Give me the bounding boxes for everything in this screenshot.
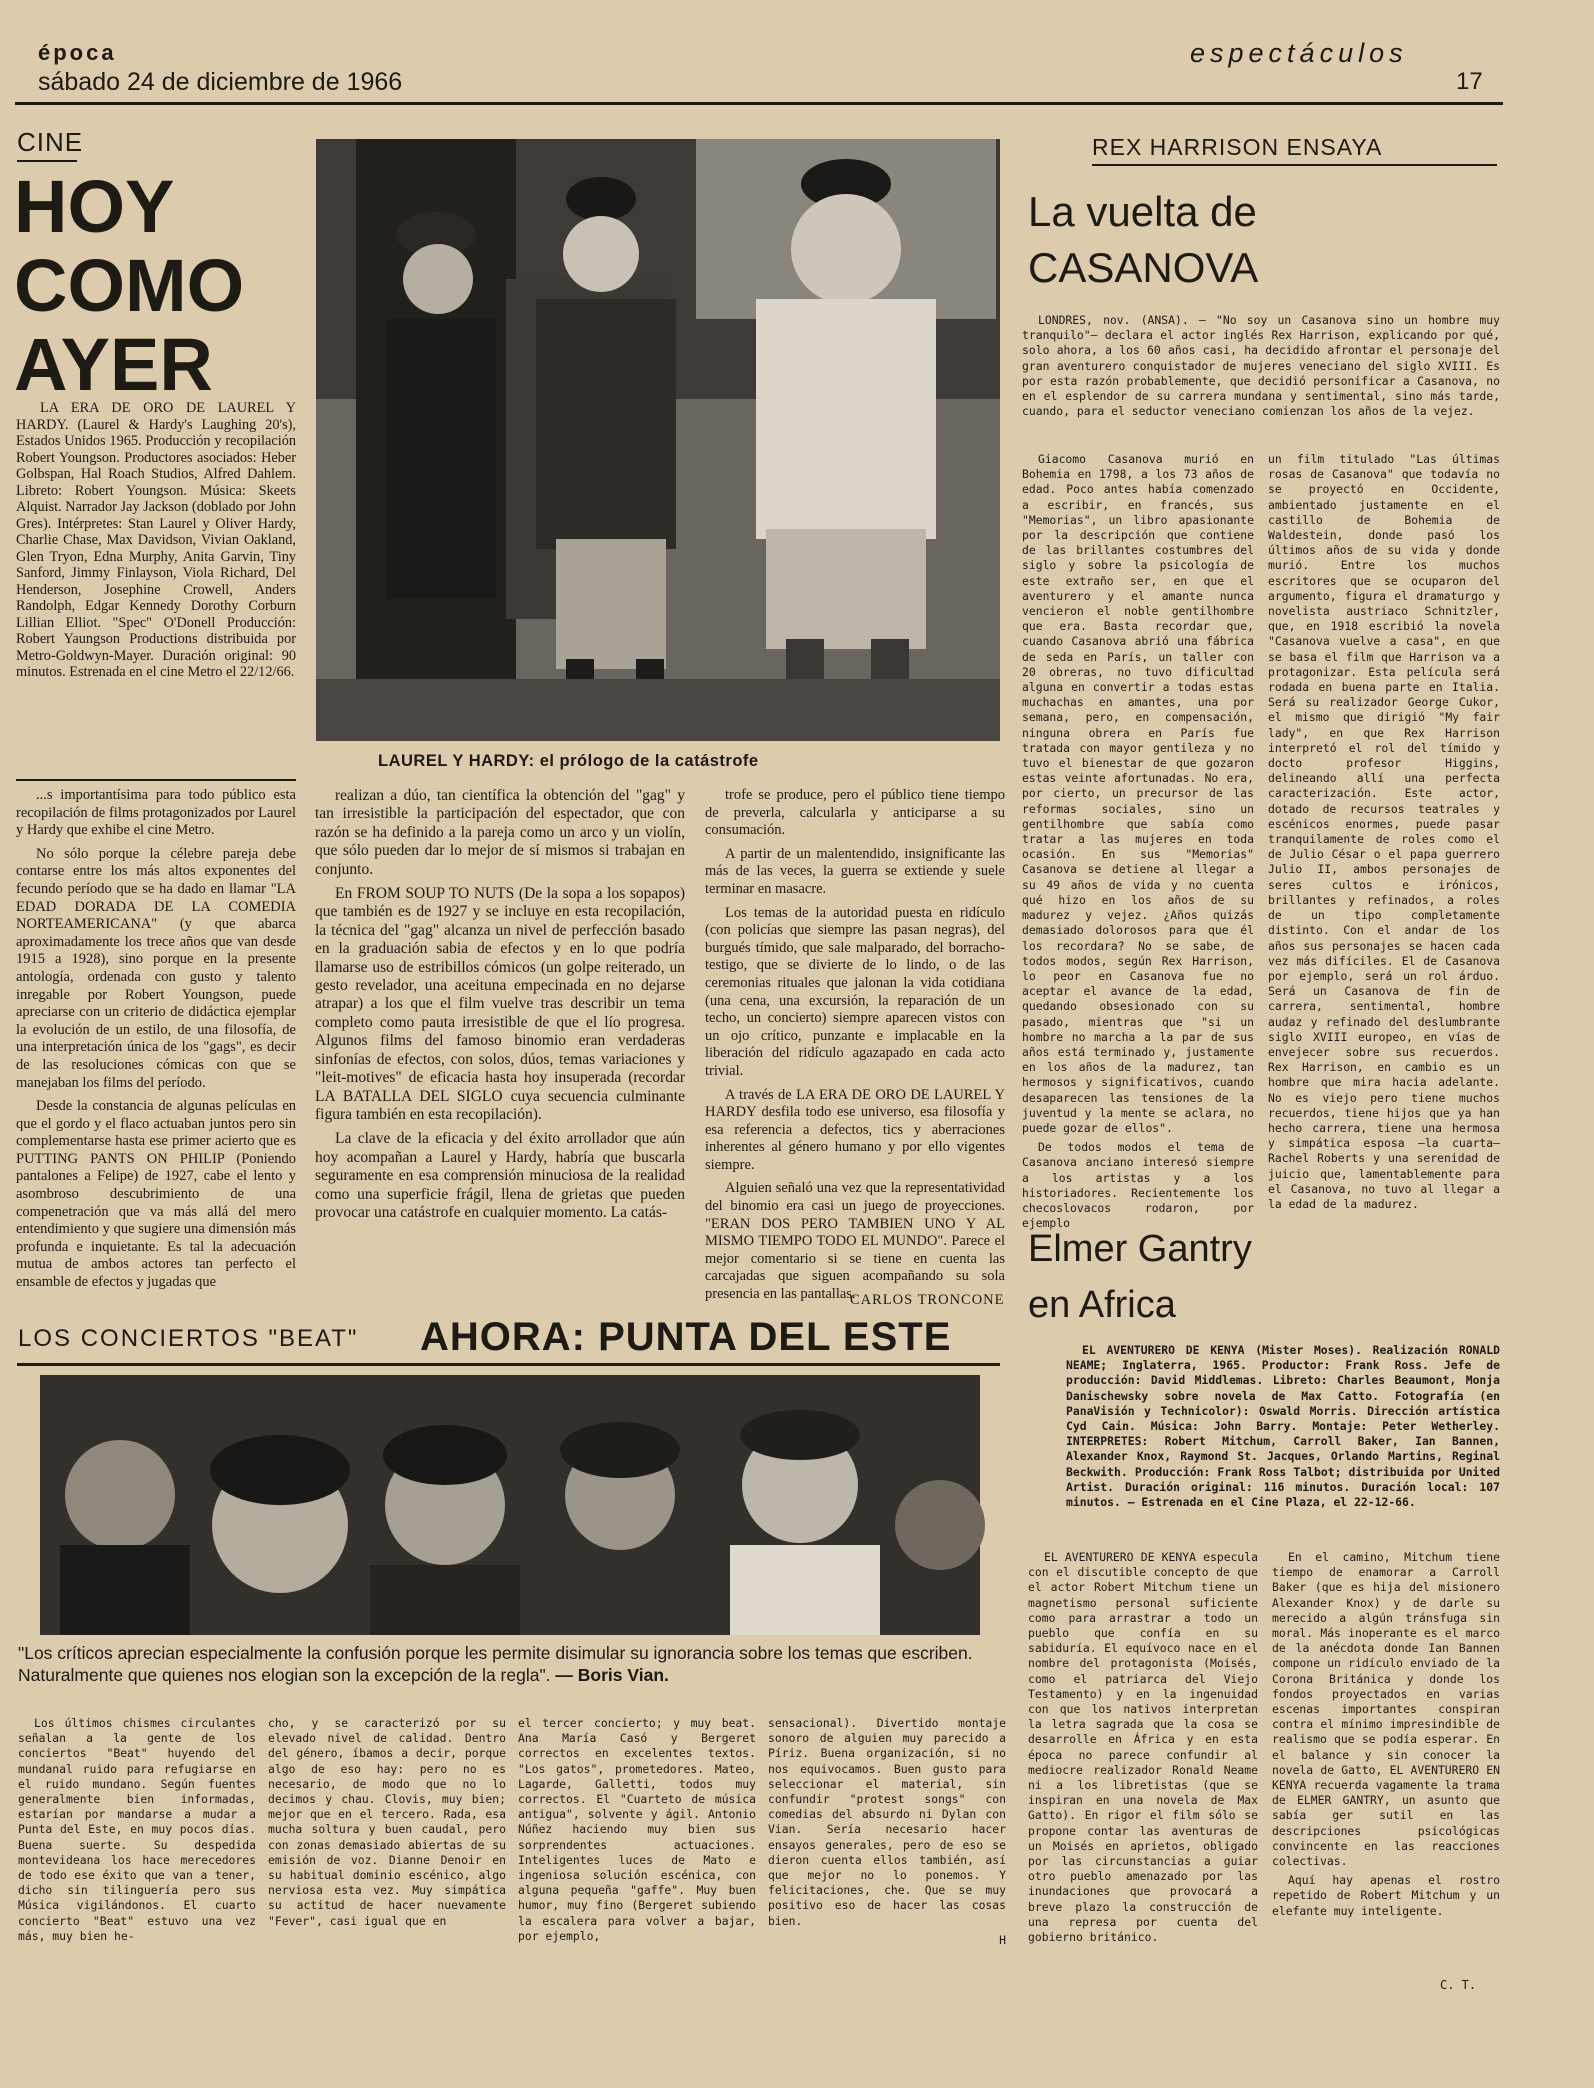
gantry-col1-text: EL AVENTURERO DE KENYA especula con el discutible concepto de que el actor Robert Mitchum tiene un magnetismo personal suficiente como para arrastrar a todo un pueblo que confía en su sabiduría. El equívoco nace en el nombre del protagonista (Moisés, como el patriarca del Viejo Testamento) y en la ingenuidad con que los nativos interpretan la letra sagrada que la cosa se desarrolle en África y en esta época no parece confundir al mediocre realizador Ronald Neame ni a los libretistas (que se inspiran en una novela de Max Gatto). En rigor el film sólo se propone contar las aventuras de un Moisés en aprietos, obligado por las circunstancias a guiar otro pueblo amenazado por las inundaciones que provocará a breve plazo la construcción de una represa por cuenta del gobierno británico. bbox=[1028, 1550, 1258, 1945]
boris-vian-quote bbox=[18, 1642, 1000, 1712]
headline-como: COMO bbox=[14, 244, 245, 327]
gantry-headline-line2: en Africa bbox=[1028, 1284, 1176, 1326]
conciertos-col4-text: sensacional). Divertido montaje sonoro de alguien muy parecido a Píriz. Buena organización, si no nos equivocamos. Buen gusto para seleccionar el material, sin confundir "protest songs" con comedias del absurdo ni Dylan con Vian. Sería necesario hacer ensayos generales, pero de eso se dieron cuenta ellos también, así que mejor no lo ponemos. Y felicitaciones, che. Que se muy positivo eso de hacer las cosas bien. bbox=[768, 1716, 1006, 1928]
section-kicker-cine: CINE bbox=[17, 127, 84, 157]
cine-col3-p5: Alguien señaló una vez que la representatividad del binomio era casi un juego de proyecciones. "ERAN DOS PERO TAMBIEN UNO Y AL MISMO TIEMPO TODO EL MUNDO". Parece el mejor comentario si se tiene en cuenta las carcajadas que siguen acompañando su sola presencia en las pantallas. bbox=[705, 1180, 1005, 1303]
gantry-credits bbox=[1066, 1343, 1500, 1550]
cine-col2-p2: En FROM SOUP TO NUTS (De la sopa a los sopapos) que también es de 1927 y se incluye en esta recopilación, la técnica del "gag" alcanza un nivel de perfección basado en la graduación sabia de efectos y en lo que podría llamarse uso de estribillos cómicos (un golpe reiterado, un gesto revelador, una aceituna empecinada en no dejarse atrapar) a los que el film vuelve tras describir un tema completo como pauta irresistible de que el lío progresa. Algunos films del famoso binomio eran verdaderas sinfonías de efectos, con solos, dúos, temas variaciones y "leit-motives" de eficacia hasta hoy insuperada (recordar LA BATALLA DEL SIGLO cuya secuencia culminante figura también en esta recopilación). bbox=[315, 885, 685, 1123]
cine-col1-p1: ...s importantísima para todo público esta recopilación de films protagonizados por Laurel y Hardy que exhibe el cine Metro. bbox=[16, 787, 296, 839]
casanova-col2-p1: un film titulado "Las últimas rosas de Casanova" que todavía no se proyectó en Occidente, ambientado justamente en el castillo de Bohemia de Waldestein, donde pasó los últimos años de su vida y donde murió. Entre los muchos escritores que se ocuparon del argumento, figura el dramaturgo y novelista austriaco Schnitzler, que, en 1918 escribió la novela "Casanova vuelve a casa", en que se basa el film que Harrison va a protagonizar. Esta película será rodada en buena parte en Italia. Será su realizador George Cukor, el mismo que dirigió "My fair lady", en que Rex Harrison interpretó el rol del tímido y docto profesor Higgins, delineando allí una perfecta caracterización. Este actor, dotado de recursos teatrales y escénicos enormes, puede pasar tranquilamente de roles como el de Julio César o el papa guerrero Julio II, ambos personajes de seres cultos e irónicos, brillantes y refinados, a roles de un tipo completamente distinto. Con el andar de los años sus personajes se hacen cada vez más difíciles. El de Casanova por ejemplo, será un rol árduo. Será un Casanova de fin de carrera, sentimental, hombre audaz y refinado del deslumbrante siglo XVIII europeo, en vías de envejecer sobre sus recuerdos. Rex Harrison, en cambio es un hombre que mira hacia adelante. No es viejo pero tiene muchos recuerdos, tiene hijos que ya han hecho carrera, tiene una hermosa y simpática esposa —la cuarta— Rachel Roberts y una serenidad de juicio que, lamentablemente para el Casanova, no tuvo al llegar a la edad de la madurez. bbox=[1268, 452, 1500, 1211]
cine-col2-p1: realizan a dúo, tan científica la obtención del "gag" y tan irresistible la participación del espectador, que con razón se ha definido a la pareja como un arco y un violín, que sólo pueden dar lo mejor de sí mismos si trabajan en conjunto. bbox=[315, 787, 685, 878]
casanova-col1-p2: De todos modos el tema de Casanova anciano interesó siempre a los artistas y a los historiadores. Recientemente los checoslovacos rodaron, por ejemplo bbox=[1022, 1140, 1254, 1231]
gantry-col2-end: Aquí hay apenas el rostro repetido de Robert Mitchum y un elefante muy inteligente. bbox=[1272, 1873, 1500, 1918]
conciertos-column-2 bbox=[268, 1716, 506, 1936]
casanova-column-2 bbox=[1268, 452, 1500, 1211]
beat-performers-photo bbox=[40, 1375, 980, 1635]
conciertos-kicker: LOS CONCIERTOS "BEAT" bbox=[18, 1325, 359, 1352]
conciertos-col1-text: Los últimos chismes circulantes señalan a la gente de los conciertos "Beat" huyendo del mundanal ruido para refugiarse en el ruido mundano. Según fuentes generalmente bien informadas, estarían por mandarse a mudar a Punta del Este, en muy pocos días. Buena suerte. Su despedida montevideana los hace merecedores de todo ese éxito que van a tener, dicho sin tilinguería pero sus Música vigilándonos. El cuarto concierto "Beat" estuvo una vez más, muy bien he- bbox=[18, 1716, 256, 1943]
conciertos-col3-text: el tercer concierto; y muy beat. Ana María Casó y Bergeret correctos en excelentes textos. "Los gatos", prometedores. Mateo, Lagarde, Galletti, todos muy correctos. El "Cuarteto de música antigua", solvente y ágil. Antonio Núñez haciendo muy bien sus sorprendentes actuaciones. Inteligentes luces de Mato e ingeniosa solución escénica, con alguna pequeña "gaffe". Muy buen humor, muy fino (Bergeret subiendo la escalera para volver a bajar, por ejemplo, bbox=[518, 1716, 756, 1943]
headline-hoy: HOY bbox=[14, 165, 175, 248]
gantry-col2-text: En el camino, Mitchum tiene tiempo de enamorar a Carroll Baker (que es hija del misionero Alexander Knox) y de darle su merecido a algún tránsfuga sin moral. Más inoperante es el marco de la anécdota donde Ian Bannen compone un ridículo enviado de la Corona Británica y donde los fondos proyectados en varias escenas importantes conspiran contra el mínimo impresindible de realismo que se podía esperar. En el balance y sin conocer la novela de Gatto, EL AVENTURERO EN KENYA recuerda vagamente la trama de ELMER GANTRY, un asunto que sabía ger sutil en las descripciones psicológicas convincente en las reacciones colectivas. bbox=[1272, 1550, 1500, 1869]
section-name: espectáculos bbox=[1190, 38, 1408, 68]
gantry-column-1 bbox=[1028, 1550, 1258, 2040]
headline-ayer: AYER bbox=[14, 323, 213, 406]
issue-date: sábado 24 de diciembre de 1966 bbox=[38, 68, 403, 96]
cine-col2-p3: La clave de la eficacia y del éxito arrollador que aún hoy acompañan a Laurel y Hardy, habría que buscarla seguramente en esa comprensión minuciosa de la realidad como una superficie frágil, llena de grietas que pueden provocar una catástrofe en cualquier momento. La catás- bbox=[315, 1130, 685, 1221]
casanova-kicker-rule bbox=[1092, 164, 1497, 166]
photo-caption: LAUREL Y HARDY: el prólogo de la catástrofe bbox=[378, 752, 759, 770]
conciertos-column-1 bbox=[18, 1716, 256, 1943]
beat-performers-illustration bbox=[40, 1375, 980, 1635]
laurel-hardy-photo bbox=[316, 139, 1000, 741]
laurel-hardy-illustration bbox=[316, 139, 1000, 741]
gantry-credits-text: EL AVENTURERO DE KENYA (Mister Moses). Realización RONALD NEAME; Inglaterra, 1965. Productor: Frank Ross. Jefe de producción: David Middlemas. Libreto: Charles Beaumont, Monja Danischewsky sobre novela de Max Catto. Fotografía (en PanaVisión y Technicolor): Oswald Morris. Dirección artística Cyd Cain. Música: John Barry. Montaje: Peter Wetherley. INTERPRETES: Robert Mitchum, Carroll Baker, Ian Bannen, Alexander Knox, Raymond St. Jacques, Orlando Martins, Reginal Beckwith. Producción: Frank Ross Talbot; distribuida por United Artist. Duración original: 116 minutos. Duración local: 107 minutos. — Estrenada en el Cine Plaza, el 22-12-66. bbox=[1066, 1343, 1500, 1510]
casanova-headline-line2: CASANOVA bbox=[1028, 244, 1259, 291]
quote-author: — Boris Vian. bbox=[555, 1665, 669, 1685]
cine-column-1 bbox=[16, 787, 296, 1313]
casanova-lead-text: LONDRES, nov. (ANSA). — "No soy un Casanova sino un hombre muy tranquilo"— declara el actor inglés Rex Harrison, explicando por qué, solo ahora, a los 60 años casi, ha decidido afrontar el personaje del gran aventurero conquistador de mujeres veneciano del siglo XVIII. Es por esta razón probablemente, que decidió personificar a Casanova, no en el esplendor de su carrera mundana y sentimental, sino más tarde, cuando, para el seductor veneciano comienzan los años de la vejez. bbox=[1022, 313, 1500, 419]
cine-col1-p2: No sólo porque la célebre pareja debe contarse entre los más altos exponentes del fecundo período que se ha dado en llamar "LA EDAD DORADA DE LA COMEDIA NORTEAMERICANA" (y que abarca aproximadamente los trece años que van desde 1915 a 1928), sino porque en la presente antología, ordenada con gusto y talento inregable por Robert Youngson, puede apreciarse con un criterio de didáctica ejemplar la evolución de un estilo, de una filosofía, de una interpretación única de los "gags", es decir de las resoluciones cómicas con que se manejaban los films del período. bbox=[16, 845, 296, 1091]
cine-credits-text: LA ERA DE ORO DE LAUREL Y HARDY. (Laurel & Hardy's Laughing 20's), Estados Unidos 1965. Producción y recopilación Robert Youngson. Productores asociados: Heber Golbspan, Hal Roach Studios, Alfred Dahlem. Libreto: Robert Youngson. Música: Skeets Alquist. Narrador Jay Jackson (doblado por John Gres). Intérpretes: Stan Laurel y Oliver Hardy, Charlie Chase, Max Davidson, Vivian Oakland, Glen Tryon, Edna Murphy, Anita Garvin, Tiny Sanford, Jimmy Finlayson, Viola Richard, Del Henderson, Josephine Crowell, Anders Randolph, Edgar Kennedy Dorothy Corburn Lillian Elliot. "Spec" O'Donell Producción: Robert Yaungson Productions distribuida por Metro-Goldwyn-Mayer. Duración original: 90 minutos. Estrenada en el cine Metro el 22/12/66. bbox=[16, 400, 296, 680]
quote-text: "Los críticos aprecian especialmente la confusión porque les permite disimular su ignorancia sobre los temas que escriben. Naturalmente que quienes nos elogian son la excepción de la regla". bbox=[18, 1643, 973, 1685]
masthead-rule bbox=[15, 102, 1503, 105]
cine-col1-p3: Desde la constancia de algunas películas en que el gordo y el flaco actuaban juntos pero sin complementarse hasta ese primer acierto que es PUTTING PANTS ON PHILIP (Poniendo pantalones a Felipe) de 1927, cabe el lento y asombroso descubrimiento de una compenetración que va más allá del mero entendimiento y que sugiere una dimensión más profunda e inquietante. Es tal la adecuación mutua de ambos actores tan perfecto el ensamble de efectos y jugadas que bbox=[16, 1098, 296, 1291]
casanova-column-1 bbox=[1022, 452, 1254, 1231]
casanova-lead bbox=[1022, 313, 1500, 441]
cine-col3-p3: Los temas de la autoridad puesta en ridículo (con policías que siempre las pasan negras), del burgués tímido, que sale malparado, del borracho-testigo, que se divierte de lo lindo, o de las ceremonias rituales que jalonan la vida cotidiana (una cena, una excursión, la reparación de un techo, un concierto) siempre aparecen vistos con un ojo crítico, punzante e implacable en la liberación del ridículo agazapado en cada acto trivial. bbox=[705, 904, 1005, 1079]
cine-col3-p2: A partir de un malentendido, insignificante las más de las veces, la guerra se extiende y suele terminar en masacre. bbox=[705, 845, 1005, 897]
conciertos-headline-rule bbox=[17, 1363, 1000, 1366]
conciertos-headline: AHORA: PUNTA DEL ESTE bbox=[420, 1315, 952, 1359]
publication-name: época bbox=[38, 40, 117, 65]
casanova-col1-p1: Giacomo Casanova murió en Bohemia en 1798, a los 73 años de edad. Poco antes había comenzado a escribir, en francés, sus "Memorias", un libro apasionante por la descripción que contiene de las brillantes costumbres del siglo y sobre la psicología de este extraño ser, en que el aventurero y el amante nunca vencieron el noble gentilhombre que era. Basta recordar que, cuando Casanova abrió una fábrica de seda en París, un taller con 20 obreras, no tuvo dificultad alguna en convertir a todas estas muchachas en amantes, una por semana, pero, en compensación, ninguna obrera en París fue tratada con mayor gentileza y no tuvo el bienestar de que gozaron estas veinte afortunadas. No era, por cierto, un precursor de las reformas sociales, sino un gentilhombre que sabía como tratar a las mujeres en toda ocasión. En sus "Memorias" Casanova se detiene al llegar a su 49 años de vida y no cuenta qué hizo en los años de su madurez y vejez. ¿Años quizás demasiado dolorosos para que él los recordara? No se sabe, de todos modos, según Rex Harrison, lo peor en Casanova fue no aceptar el avance de la edad, quedando obsesionado con su pasado, mientras que "si un hombre no marcha a la par de sus años está terminado y, justamente en los años de la madurez, tan hermosos y significativos, cuando desaparecen las tensiones de la juventud y la mente se aclara, no puede gozar de ellos". bbox=[1022, 452, 1254, 1135]
cine-kicker-rule bbox=[17, 160, 77, 162]
conciertos-column-4 bbox=[768, 1716, 1006, 1947]
casanova-kicker: REX HARRISON ENSAYA bbox=[1092, 134, 1383, 160]
casanova-headline-line1: La vuelta de bbox=[1028, 188, 1257, 235]
conciertos-column-3 bbox=[518, 1716, 756, 1943]
gantry-headline-line1: Elmer Gantry bbox=[1028, 1228, 1252, 1270]
cine-col3-p4: A través de LA ERA DE ORO DE LAUREL Y HARDY desfila todo ese universo, esa filosofía y esa referencia a defectos, tics y aberraciones inherentes al género humano y por ello vigentes siempre. bbox=[705, 1086, 1005, 1173]
gantry-column-2 bbox=[1272, 1550, 1500, 2040]
conciertos-col2-text: cho, y se caracterizó por su elevado nivel de calidad. Dentro del género, íbamos a decir, porque algo de eso hay: pero no es necesario, de modo que no lo decimos y chau. Clovis, muy bien; mejor que en el tercero. Rada, esa mucha soltura y buen caudal, pero con zonas demasiado abiertas de su emisión de voz. Dianne Denoir en su habitual dominio escénico, algo nerviosa esta vez. Muy simpática su actitud de hacer nuevamente "Fever", casi igual que en bbox=[268, 1716, 506, 1928]
page-number: 17 bbox=[1456, 68, 1483, 95]
cine-byline: CARLOS TRONCONE bbox=[850, 1292, 1005, 1308]
gantry-signature: C. T. bbox=[1440, 1978, 1477, 1992]
cine-credits bbox=[16, 400, 296, 770]
cine-credits-rule bbox=[16, 779, 296, 781]
conciertos-col4-end: H bbox=[999, 1932, 1006, 1947]
cine-column-2 bbox=[315, 787, 685, 1313]
cine-col3-p1: trofe se produce, pero el público tiene tiempo de preverla, calcularla y anticiparse a su consumación. bbox=[705, 787, 1005, 839]
